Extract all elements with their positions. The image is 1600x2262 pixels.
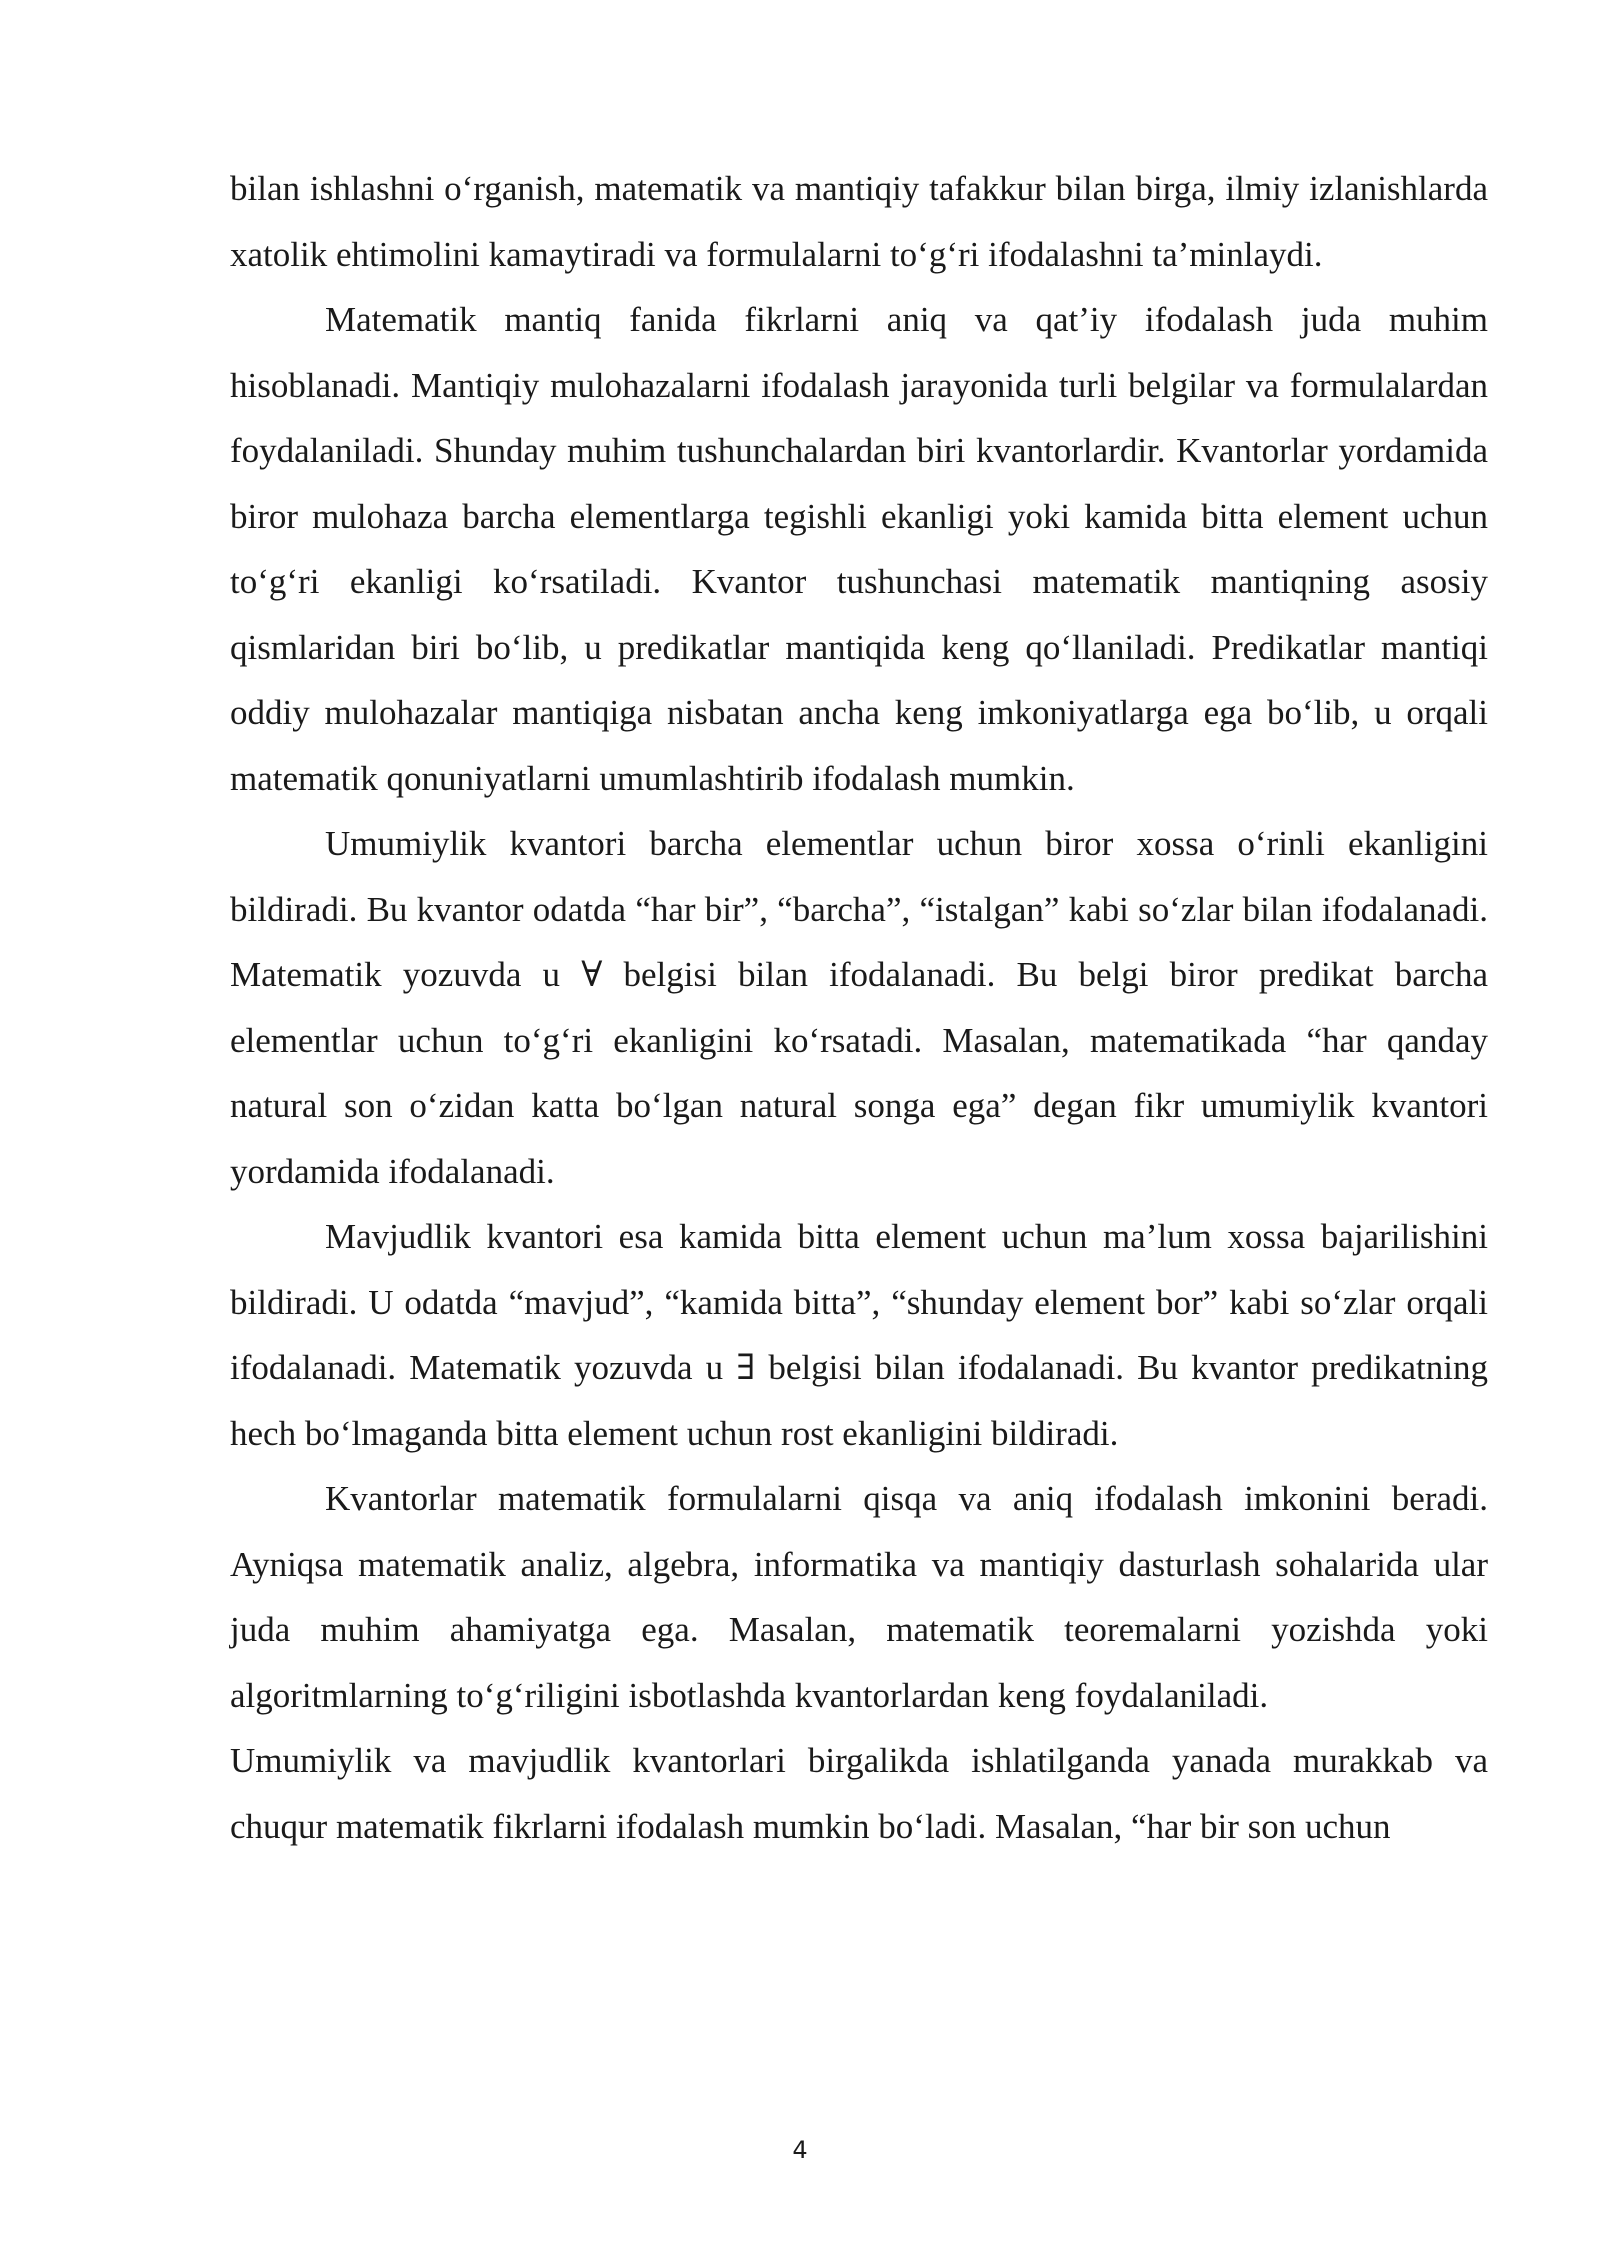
paragraph-6: Umumiylik va mavjudlik kvantorlari birgalikda ishlatilganda yanada murakkab va chuqur matematik fikrlarni ifodalash mumkin bo‘ladi. Masalan, “har bir son uchun bbox=[230, 1741, 1488, 1846]
body-text bbox=[230, 156, 1488, 1859]
paragraph-3: Umumiylik kvantori barcha elementlar uchun biror xossa o‘rinli ekanligini bildiradi. Bu kvantor odatda “har bir”, “barcha”, “istalgan” kabi so‘zlar bilan ifodalanadi. Matematik yozuvda u ∀ belgisi bilan ifodalanadi. Bu belgi biror predikat barcha elementlar uchun to‘g‘ri ekanligini ko‘rsatadi. Masalan, matematikada “har qanday natural son o‘zidan katta bo‘lgan natural songa ega” degan fikr umumiylik kvantori yordamida ifodalanadi. bbox=[230, 824, 1488, 1191]
paragraph-2: Matematik mantiq fanida fikrlarni aniq va qat’iy ifodalash juda muhim hisoblanadi. Mantiqiy mulohazalarni ifodalash jarayonida turli belgilar va formulalardan foydalaniladi. Shunday muhim tushunchalardan biri kvantorlardir. Kvantorlar yordamida biror mulohaza barcha elementlarga tegishli ekanligi yoki kamida bitta element uchun to‘g‘ri ekanligi ko‘rsatiladi. Kvantor tushunchasi matematik mantiqning asosiy qismlaridan biri bo‘lib, u predikatlar mantiqida keng qo‘llaniladi. Predikatlar mantiqi oddiy mulohazalar mantiqiga nisbatan ancha keng imkoniyatlarga ega bo‘lib, u orqali matematik qonuniyatlarni umumlashtirib ifodalash mumkin. bbox=[230, 300, 1488, 798]
paragraph-4: Mavjudlik kvantori esa kamida bitta element uchun ma’lum xossa bajarilishini bildiradi. U odatda “mavjud”, “kamida bitta”, “shunday element bor” kabi so‘zlar orqali ifodalanadi. Matematik yozuvda u ∃ belgisi bilan ifodalanadi. Bu kvantor predikatning hech bo‘lmaganda bitta element uchun rost ekanligini bildiradi. bbox=[230, 1217, 1488, 1453]
paragraph-1: bilan ishlashni o‘rganish, matematik va mantiqiy tafakkur bilan birga, ilmiy izlanishlarda xatolik ehtimolini kamaytiradi va formulalarni to‘g‘ri ifodalashni ta’minlaydi. bbox=[230, 169, 1488, 274]
page-number: 4 bbox=[792, 2136, 808, 2164]
paragraph-5: Kvantorlar matematik formulalarni qisqa va aniq ifodalash imkonini beradi. Ayniqsa matematik analiz, algebra, informatika va mantiqiy dasturlash sohalarida ular juda muhim ahamiyatga ega. Masalan, matematik teoremalarni yozishda yoki algoritmlarning to‘g‘riligini isbotlashda kvantorlardan keng foydalaniladi. bbox=[230, 1479, 1488, 1715]
